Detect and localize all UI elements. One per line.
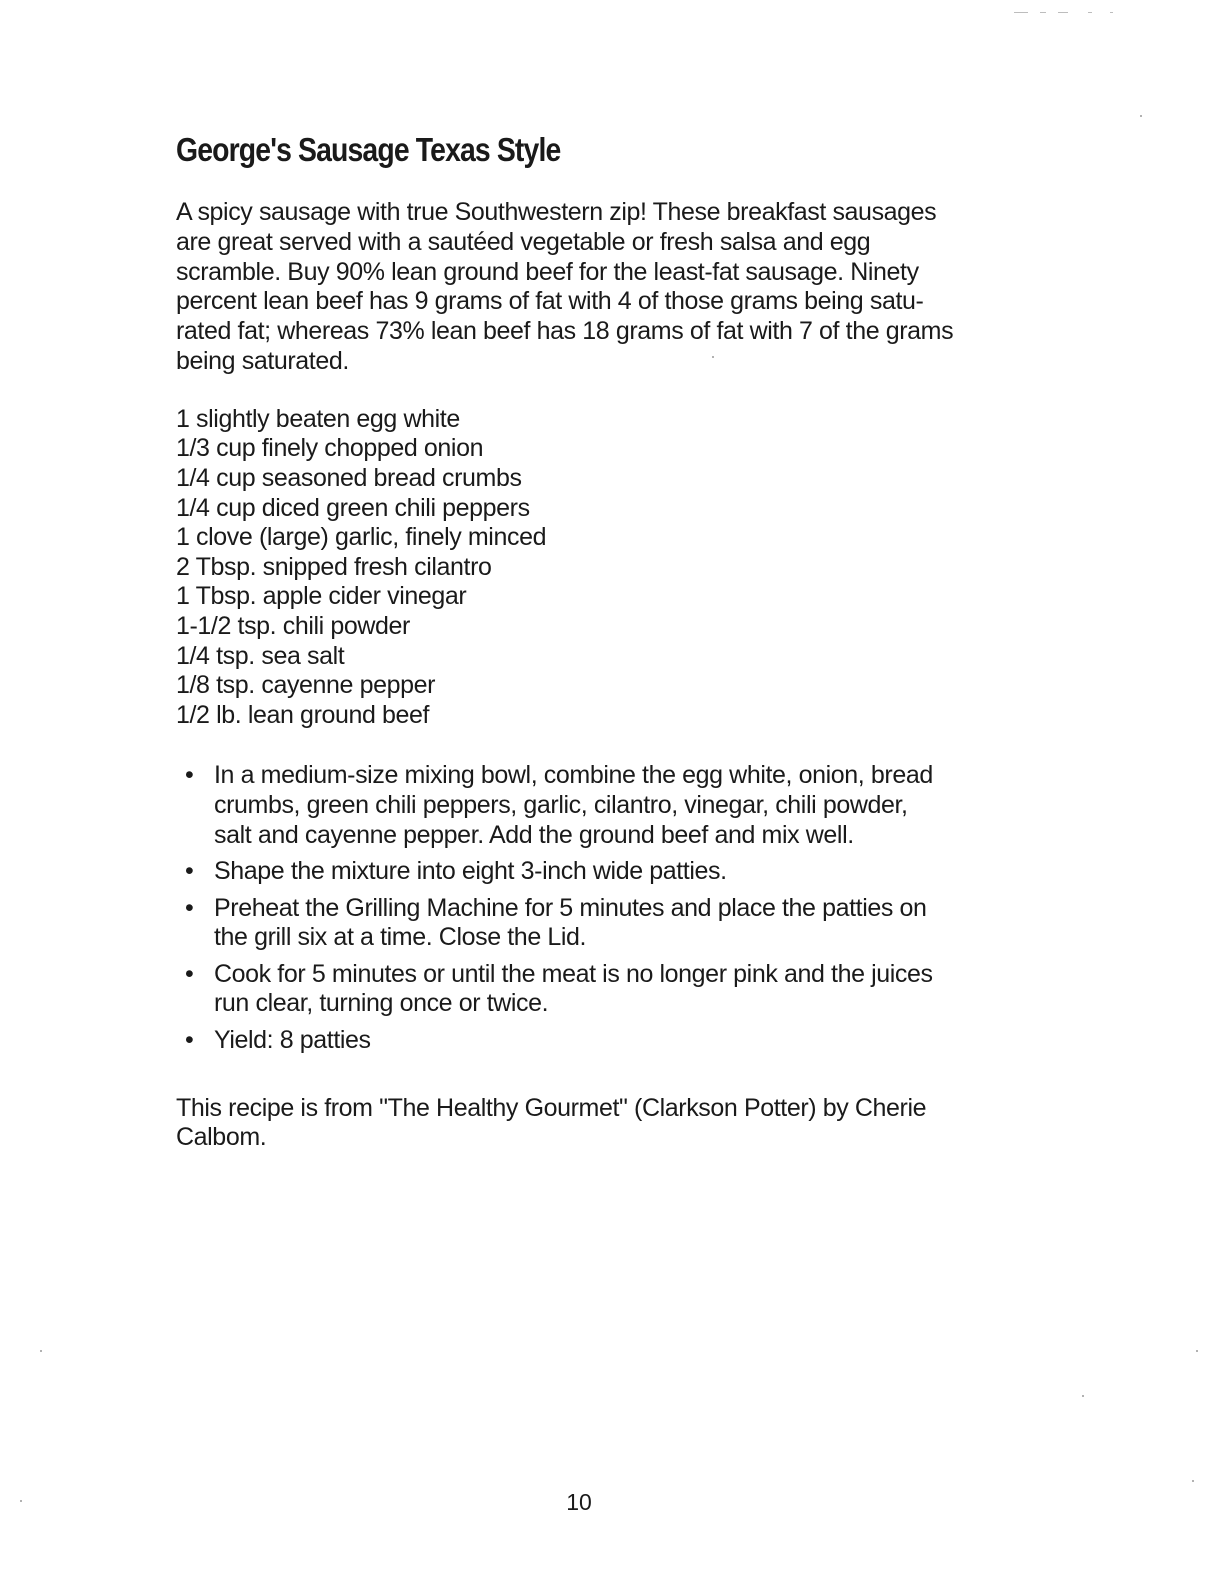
scan-speck (1140, 115, 1142, 117)
scan-speck (1014, 12, 1028, 13)
intro-line: percent lean beef has 9 grams of fat with 4 of those grams being satu- (176, 287, 924, 316)
recipe-content (176, 128, 996, 1153)
ingredient-item: 1/4 tsp. sea salt (176, 641, 345, 670)
ingredient-item: 1/2 lb. lean ground beef (176, 700, 430, 729)
step-line: the grill six at a time. Close the Lid. (214, 923, 587, 952)
page-number: 10 (566, 1489, 592, 1515)
ingredient-item: 1-1/2 tsp. chili powder (176, 611, 410, 640)
scan-speck (1082, 1395, 1084, 1397)
instruction-list (176, 761, 996, 1055)
bullet-icon: • (185, 857, 194, 886)
instruction-step (176, 857, 996, 887)
instruction-step (176, 960, 996, 1019)
bullet-icon: • (185, 959, 194, 988)
instruction-step (176, 894, 996, 953)
ingredient-list (176, 405, 996, 731)
step-line: salt and cayenne pepper. Add the ground beef and mix well. (214, 820, 854, 849)
scan-speck (1196, 1350, 1198, 1352)
recipe-title: George's Sausage Texas Style (176, 131, 561, 168)
step-line: Yield: 8 patties (214, 1026, 371, 1055)
ingredient-item: 2 Tbsp. snipped fresh cilantro (176, 552, 492, 581)
ingredient-item: 1/3 cup finely chopped onion (176, 434, 484, 463)
scan-speck (1088, 12, 1092, 13)
bullet-icon: • (185, 893, 194, 922)
ingredient-item: 1 slightly beaten egg white (176, 404, 460, 433)
intro-line: rated fat; whereas 73% lean beef has 18 grams of fat with 7 of the grams (176, 317, 954, 346)
source-line: This recipe is from "The Healthy Gourmet" (Clarkson Potter) by Cherie (176, 1093, 927, 1122)
intro-line: scramble. Buy 90% lean ground beef for the least-fat sausage. Ninety (176, 257, 919, 286)
recipe-source-note (176, 1094, 996, 1154)
scan-speck (1058, 12, 1068, 13)
step-line: Preheat the Grilling Machine for 5 minutes and place the patties on (214, 893, 927, 922)
scan-speck (1040, 12, 1046, 13)
instruction-step (176, 1026, 996, 1056)
intro-line: being saturated. (176, 346, 349, 375)
step-line: crumbs, green chili peppers, garlic, cilantro, vinegar, chili powder, (214, 790, 908, 819)
intro-line: are great served with a sautéed vegetable or fresh salsa and egg (176, 227, 871, 256)
scan-speck (1192, 1480, 1194, 1482)
intro-line: A spicy sausage with true Southwestern zip! These breakfast sausages (176, 198, 937, 226)
bullet-icon: • (185, 1026, 194, 1055)
scan-speck (1110, 12, 1113, 13)
step-line: Shape the mixture into eight 3-inch wide patties. (214, 857, 727, 886)
ingredient-item: 1/8 tsp. cayenne pepper (176, 671, 436, 700)
step-line: Cook for 5 minutes or until the meat is no longer pink and the juices (214, 959, 933, 988)
source-line: Calbom. (176, 1123, 267, 1152)
ingredient-item: 1 clove (large) garlic, finely minced (176, 523, 547, 552)
scan-speck (40, 1350, 42, 1352)
ingredient-item: 1 Tbsp. apple cider vinegar (176, 582, 467, 611)
recipe-intro (176, 198, 996, 377)
ingredient-item: 1/4 cup seasoned bread crumbs (176, 463, 522, 492)
ingredient-item: 1/4 cup diced green chili peppers (176, 493, 530, 522)
step-line: In a medium-size mixing bowl, combine the egg white, onion, bread (214, 761, 933, 790)
step-line: run clear, turning once or twice. (214, 989, 549, 1018)
bullet-icon: • (185, 761, 194, 790)
instruction-step (176, 761, 996, 850)
